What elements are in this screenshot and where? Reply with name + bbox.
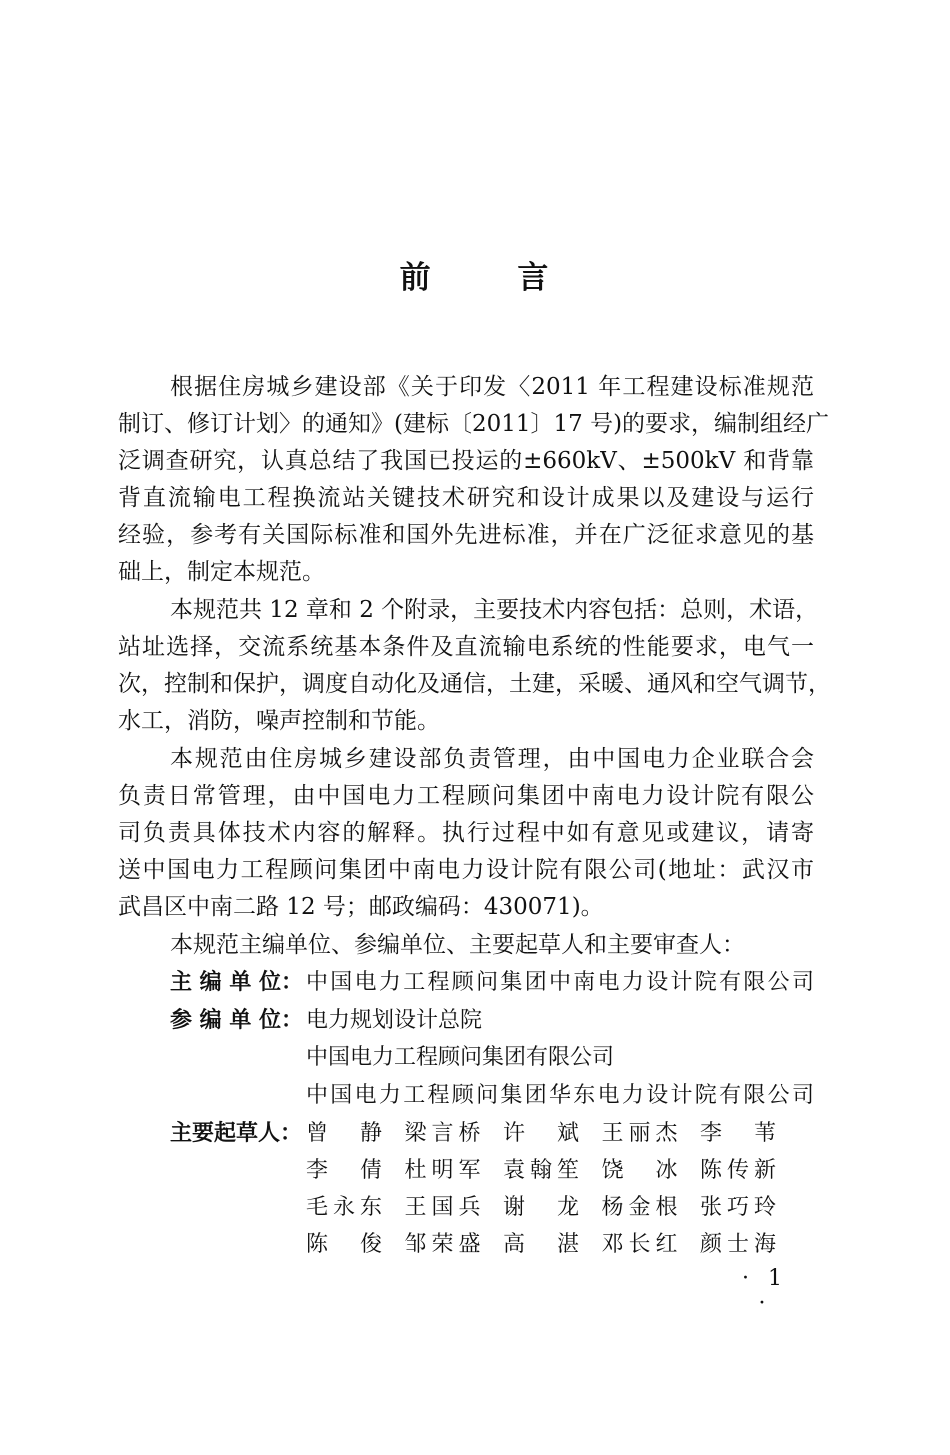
drafter-name: 梁言桥 [404,1121,481,1146]
drafter-name: 陈传新 [700,1158,776,1183]
paragraph-3-line: 本规范由住房城乡建设部负责管理，由中国电力企业联合会 [170,746,814,772]
page-number: · 1 · [742,1266,788,1316]
paragraph-2-line: 次，控制和保护，调度自动化及通信，土建，采暖、通风和空气调节， [118,671,831,697]
drafter-name: 邓长红 [601,1232,678,1257]
paragraph-3-line: 武昌区中南二路 12 号；邮政编码：430071)。 [118,894,604,920]
drafter-name: 王丽杰 [601,1121,678,1146]
drafter-name: 谢 龙 [503,1195,579,1220]
participating-unit-label: 参 编 单 位： [170,1008,303,1033]
chief-unit: 中国电力工程顾问集团中南电力设计院有限公司 [306,970,814,995]
paragraph-1-line: 经验，参考有关国际标准和国外先进标准，并在广泛征求意见的基 [118,522,814,548]
paragraph-2-line: 本规范共 12 章和 2 个附录，主要技术内容包括：总则，术语， [170,597,819,623]
drafter-name: 饶 冰 [601,1158,678,1183]
drafter-name: 陈 俊 [306,1232,382,1257]
drafters-row [306,1152,776,1189]
drafter-name: 毛永东 [306,1195,382,1220]
chief-unit-label: 主 编 单 位： [170,970,303,995]
drafters-row [306,1189,776,1226]
drafter-name: 曾 静 [306,1121,382,1146]
drafters-row [306,1226,776,1263]
drafters-label: 主要起草人： [170,1121,303,1146]
drafter-name: 颜士海 [700,1232,776,1257]
title-char: 言 [517,260,551,296]
title-char: 前 [399,260,433,296]
drafter-name: 李 苇 [700,1121,776,1146]
paragraph-1-line: 制订、修订计划〉的通知》(建标〔2011〕17 号)的要求，编制组经广 [118,411,830,437]
drafter-name: 张巧玲 [700,1195,776,1220]
paragraph-3-line: 送中国电力工程顾问集团中南电力设计院有限公司(地址：武汉市 [118,857,814,883]
drafter-name: 许 斌 [503,1121,579,1146]
paragraph-3-line: 司负责具体技术内容的解释。执行过程中如有意见或建议，请寄 [118,820,814,846]
paragraph-1-line: 泛调查研究，认真总结了我国已投运的±660kV、±500kV 和背靠 [118,448,814,474]
paragraph-1-line: 根据住房城乡建设部《关于印发〈2011 年工程建设标准规范 [170,374,814,400]
drafter-name: 杨金根 [601,1195,678,1220]
paragraph-4-line: 本规范主编单位、参编单位、主要起草人和主要审查人： [170,932,745,958]
paragraph-2-line: 站址选择，交流系统基本条件及直流输电系统的性能要求，电气一 [118,634,814,660]
paragraph-3-line: 负责日常管理，由中国电力工程顾问集团中南电力设计院有限公 [118,783,814,809]
drafter-name: 李 倩 [306,1158,382,1183]
participating-unit: 电力规划设计总院 [306,1008,483,1033]
page-title [0,252,950,297]
drafter-name: 袁翰笙 [503,1158,579,1183]
participating-unit: 中国电力工程顾问集团有限公司 [306,1045,615,1070]
paragraph-2-line: 水工，消防，噪声控制和节能。 [118,708,440,734]
paragraph-1-line: 背直流输电工程换流站关键技术研究和设计成果以及建设与运行 [118,485,814,511]
drafters-row [306,1115,776,1152]
drafter-name: 高 湛 [503,1232,579,1257]
drafter-name: 王国兵 [404,1195,481,1220]
paragraph-1-line: 础上，制定本规范。 [118,559,325,585]
participating-unit: 中国电力工程顾问集团华东电力设计院有限公司 [306,1083,814,1108]
drafter-name: 邹荣盛 [404,1232,481,1257]
drafter-name: 杜明军 [404,1158,481,1183]
